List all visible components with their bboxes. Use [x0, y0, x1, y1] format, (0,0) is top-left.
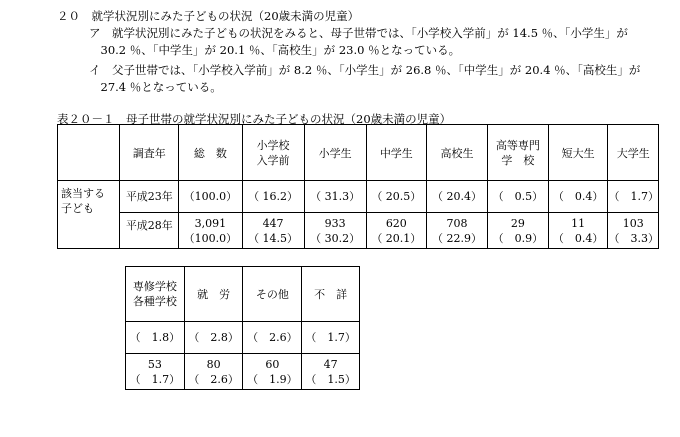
data-cell: （ 0.4）	[548, 181, 608, 213]
data-cell: （ 1.7）	[608, 181, 659, 213]
data-cell: （ 0.5）	[488, 181, 549, 213]
paragraph-father	[89, 62, 640, 96]
data-cell: （ 1.8）	[126, 322, 185, 354]
data-cell: 29 （ 0.9）	[488, 213, 549, 249]
data-cell: 53 （ 1.7）	[126, 354, 185, 390]
data-cell: 3,091 （100.0）	[179, 213, 242, 249]
paragraph-line: 27.4 ％となっている。	[89, 79, 222, 94]
header-cell: 大学生	[608, 125, 659, 181]
header-cell: 高等専門 学 校	[488, 125, 549, 181]
data-cell: 933 （ 30.2）	[304, 213, 366, 249]
table-row	[126, 354, 360, 390]
data-cell: （100.0）	[179, 181, 242, 213]
data-cell: （ 1.7）	[302, 322, 360, 354]
paragraph-mother	[89, 25, 628, 59]
data-cell: 620 （ 20.1）	[366, 213, 426, 249]
header-cell: 小学校 入学前	[242, 125, 304, 181]
year-cell: 平成28年	[120, 213, 179, 249]
data-cell: 60 （ 1.9）	[243, 354, 302, 390]
paragraph-line: 30.2 ％、「中学生」が 20.1 ％、「高校生」が 23.0 ％となっている。	[89, 42, 461, 57]
data-cell: 447 （ 14.5）	[242, 213, 304, 249]
table-caption: 表２０－１ 母子世帯の就学状況別にみた子どもの状況（20歳未満の児童）	[57, 112, 452, 126]
header-cell: その他	[243, 267, 302, 322]
data-cell: （ 31.3）	[304, 181, 366, 213]
data-cell: 708 （ 22.9）	[426, 213, 487, 249]
header-cell: 中学生	[366, 125, 426, 181]
data-cell: 103 （ 3.3）	[608, 213, 659, 249]
header-cell: 高校生	[426, 125, 487, 181]
header-cell: 不 詳	[302, 267, 360, 322]
header-row	[58, 125, 659, 181]
year-cell: 平成23年	[120, 181, 179, 213]
section-heading: ２０ 就学状況別にみた子どもの状況（20歳未満の児童）	[57, 9, 360, 23]
data-cell: （ 20.5）	[366, 181, 426, 213]
header-cell: 就 労	[184, 267, 243, 322]
paragraph-line: ア 就学状況別にみた子どもの状況をみると、母子世帯では、「小学校入学前」が 14.5 ％、「小学生」が	[89, 26, 628, 40]
paragraph-line: イ 父子世帯では、「小学校入学前」が 8.2 ％、「小学生」が 26.8 ％、「中学生」が 20.4 ％、「高校生」が	[89, 63, 641, 77]
data-cell: （ 2.8）	[184, 322, 243, 354]
header-cell-empty	[58, 125, 120, 181]
data-cell: （ 20.4）	[426, 181, 487, 213]
main-table	[57, 124, 659, 249]
table-row	[58, 181, 659, 213]
header-cell: 調査年	[120, 125, 179, 181]
header-cell: 総 数	[179, 125, 242, 181]
header-cell: 小学生	[304, 125, 366, 181]
header-row	[126, 267, 360, 322]
header-cell: 専修学校 各種学校	[126, 267, 185, 322]
header-cell: 短大生	[548, 125, 608, 181]
table-row	[126, 322, 360, 354]
row-label: 該当する 子ども	[58, 181, 120, 249]
data-cell: （ 2.6）	[243, 322, 302, 354]
data-cell: 47 （ 1.5）	[302, 354, 360, 390]
table-row	[58, 213, 659, 249]
data-cell: 11 （ 0.4）	[548, 213, 608, 249]
data-cell: 80 （ 2.6）	[184, 354, 243, 390]
continuation-table	[125, 266, 360, 390]
data-cell: （ 16.2）	[242, 181, 304, 213]
